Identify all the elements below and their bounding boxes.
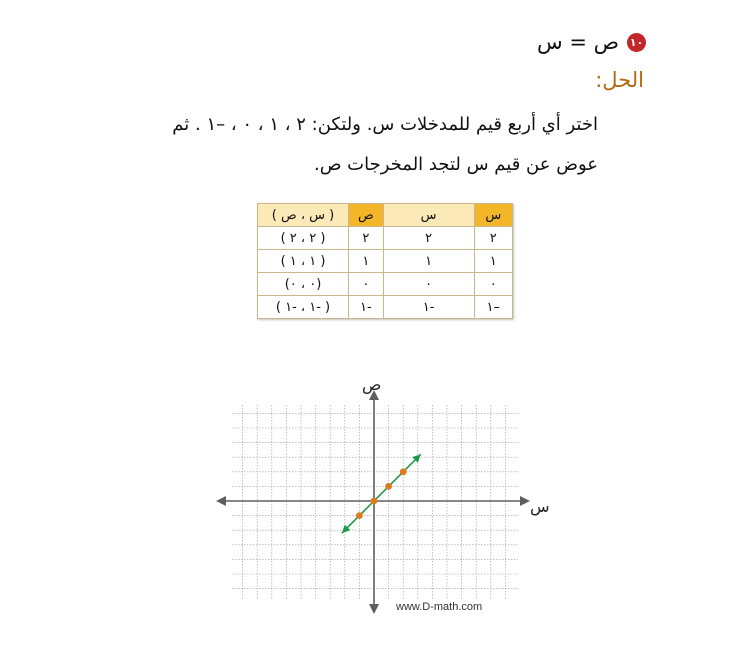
y-axis-bottom-arrow xyxy=(369,604,379,614)
table-cell: -١ xyxy=(349,296,384,319)
table-header-x-input: س xyxy=(474,204,512,227)
data-point xyxy=(371,498,378,505)
table-cell: (٠ ، ٠) xyxy=(258,273,349,296)
table-cell: ( ١ ، ١ ) xyxy=(258,250,349,273)
x-axis-label: س xyxy=(530,497,550,516)
line-y-equals-x xyxy=(342,454,421,533)
data-point xyxy=(385,483,392,490)
data-point xyxy=(356,512,363,519)
data-point xyxy=(400,468,407,475)
table-cell: ١ xyxy=(349,250,384,273)
solution-label: الحل: xyxy=(595,68,644,92)
y-axis-label: ص xyxy=(362,375,382,394)
table-header-x: س xyxy=(383,204,474,227)
table-cell: ١ xyxy=(474,250,512,273)
table-cell: –١ xyxy=(474,296,512,319)
table-cell: ٠ xyxy=(383,273,474,296)
table-cell: ٠ xyxy=(349,273,384,296)
instruction-line-2: عوض عن قيم س لتجد المخرجات ص. xyxy=(313,154,598,175)
table-cell: ( ٢ ، ٢ ) xyxy=(258,227,349,250)
graph-plot xyxy=(342,454,421,533)
table-cell: ١ xyxy=(383,250,474,273)
table-cell: ( -١ ، -١ ) xyxy=(258,296,349,319)
table-cell: ٢ xyxy=(383,227,474,250)
x-axis-left-arrow xyxy=(216,496,226,506)
table-cell: -١ xyxy=(383,296,474,319)
watermark-text: www.D-math.com xyxy=(396,601,483,613)
table-cell: ٢ xyxy=(349,227,384,250)
exercise-equation: ص = س xyxy=(537,30,619,54)
table-cell: ٢ xyxy=(474,227,512,250)
table-header-pair: ( س ، ص ) xyxy=(258,204,349,227)
table-cell: ٠ xyxy=(474,273,512,296)
instruction-line-1: اختر أي أربع قيم للمدخلات س. ولتكن: ٢ ، ١ ، ٠ ، –١ . ثم xyxy=(172,114,598,135)
x-axis-right-arrow xyxy=(520,496,530,506)
exercise-number-badge: ١٠ xyxy=(627,33,646,52)
table-header-y: ص xyxy=(349,204,384,227)
